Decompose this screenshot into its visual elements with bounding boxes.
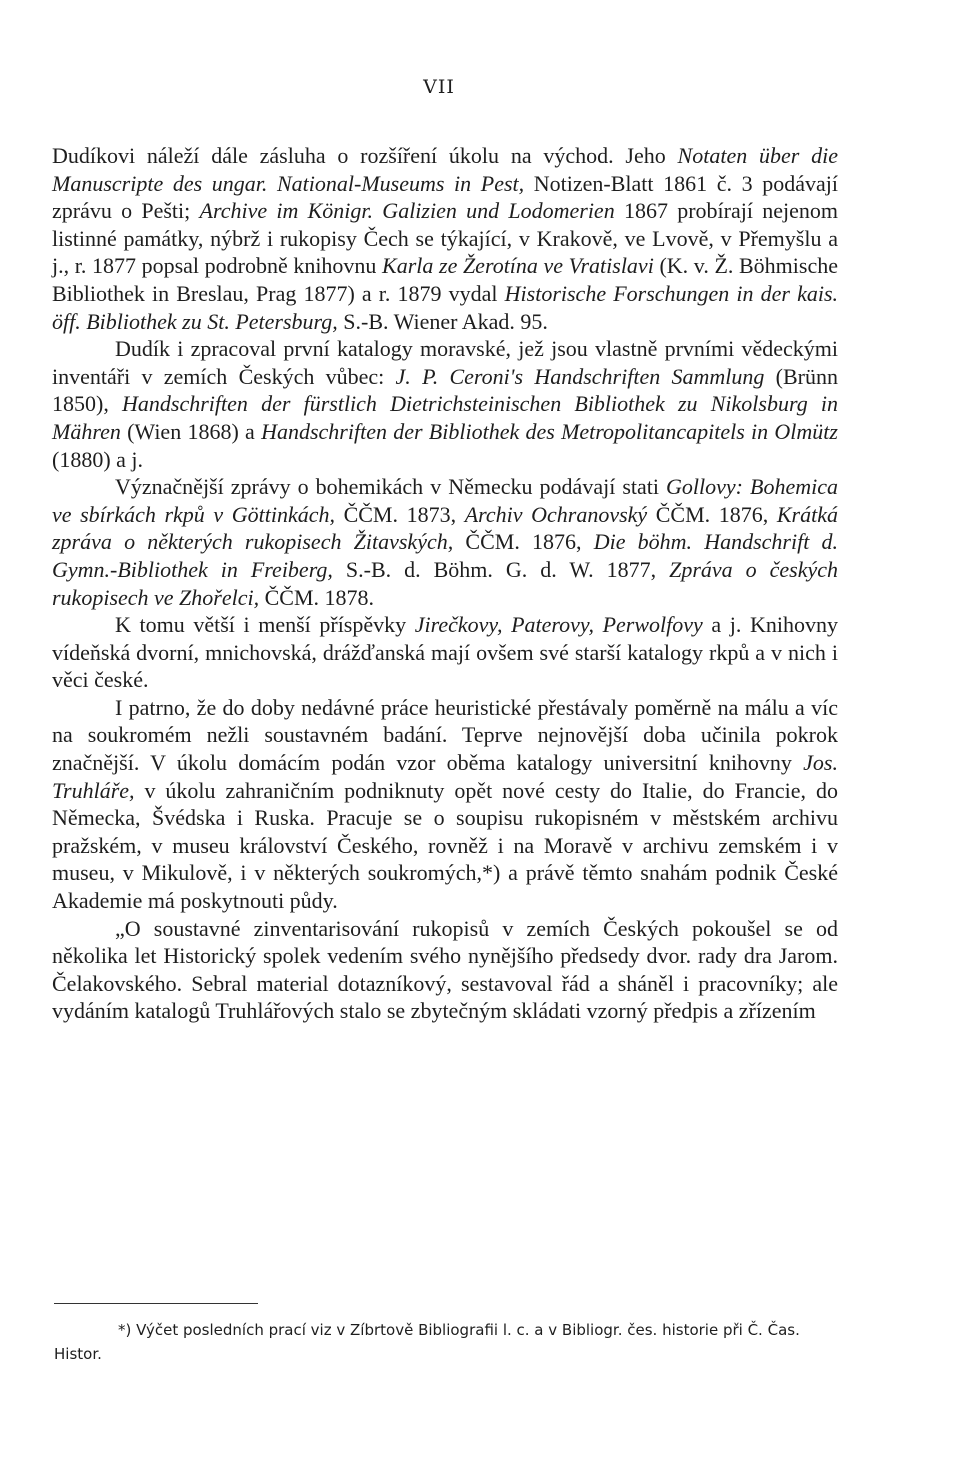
- italic-text-run: Handschriften der Bibliothek des Metropolitancapitels in Olmütz: [261, 418, 838, 444]
- italic-text-run: Zpráva o českých rukopisech ve Zhořelci,: [52, 556, 838, 610]
- italic-text-run: Handschriften der fürstlich Dietrichsteinischen Bibliothek zu Nikolsburg in Mähren: [52, 391, 838, 444]
- paragraph-4: [52, 611, 838, 694]
- text-run: Význačnější zprávy o bohemikách v Německu podávají stati: [115, 474, 667, 500]
- text-run: Dudík i zpracoval první katalogy moravské, jež jsou vlastně prvními vědeckými inventáři v zemích Českých vůbec:: [52, 336, 838, 389]
- text-run: ČČM. 1876,: [453, 529, 594, 555]
- paragraph-2: [52, 335, 838, 473]
- text-run: a j. Knihovny vídeňská dvorní, mnichovská, drážďanská mají ovšem své starší katalogy rkpů a v nich i věci české.: [52, 612, 838, 693]
- italic-text-run: Notaten über die Manuscripte des ungar. National-Museums in Pest,: [52, 143, 838, 196]
- italic-text-run: Krátká zpráva o některých rukopisech Žitavských,: [52, 501, 838, 555]
- italic-text-run: Die böhm. Handschrift d. Gymn.-Bibliothek in Freiberg,: [52, 529, 838, 582]
- text-run: (1880) a j.: [52, 446, 144, 472]
- paragraph-5: [52, 694, 838, 915]
- italic-text-run: Jos. Truhláře,: [52, 750, 838, 803]
- body-text: [52, 142, 838, 1025]
- text-run: S.-B. Wiener Akad. 95.: [337, 308, 548, 334]
- text-run: ČČM. 1873,: [335, 501, 465, 527]
- text-run: K tomu větší i menší příspěvky: [115, 612, 415, 638]
- text-run: I patrno, že do doby nedávné práce heuristické přestávaly poměrně na málu a víc na soukromém nežli soustavném badání. Teprve nejnovější doba učinila pokrok značnější. V úkolu domácím podán vzor oběma katalogy universitní knihovny: [52, 694, 838, 776]
- page-number: VII: [423, 76, 455, 98]
- italic-text-run: Gollovy: Bohemica ve sbírkách rkpů v Göttinkách,: [52, 474, 838, 527]
- paragraph-1: [52, 142, 838, 335]
- paragraph-6: [52, 915, 838, 1025]
- italic-text-run: Archiv Ochranovský: [464, 501, 648, 527]
- text-run: ČČM. 1878.: [259, 584, 375, 610]
- text-run: Notizen-Blatt 1861 č. 3 podávají zprávu o Pešti;: [52, 170, 838, 224]
- paragraph-3: [52, 473, 838, 611]
- text-run: (Wien 1868) a: [120, 418, 262, 444]
- text-run: v úkolu zahraničním podniknuty opět nové cesty do Italie, do Francie, do Německa, Švédska i Ruska. Pracuje se o soupisu rukopisném v městském archivu pražském, v museu království Českého, rovněž i na Moravě v archivu zemském i v museu, v Mikulově, i v některých soukromých,*) a právě těmto snahám podnik České Akademie má poskytnouti půdy.: [52, 777, 838, 914]
- text-run: (Brünn 1850),: [52, 363, 839, 417]
- italic-text-run: Jirečkovy, Paterovy, Perwolfovy: [414, 612, 703, 638]
- text-run: S.-B. d. Böhm. G. d. W. 1877,: [332, 556, 670, 582]
- text-run: (K. v. Ž. Böhmische Bibliothek in Breslau, Prag 1877) a r. 1879 vydal: [52, 253, 838, 306]
- text-run: Dudíkovi náleží dále zásluha o rozšíření úkolu na východ. Jeho: [52, 143, 678, 168]
- italic-text-run: Karla ze Žerotína ve Vratislavi: [382, 253, 654, 279]
- footnote-divider: [54, 1303, 258, 1304]
- text-run: 1867 probírají nejenom listinné památky, nýbrž i rukopisy Čech se týkající, v Krakově, ve Lvově, v Přemyšlu a j., r. 1877 popsal podrobně knihovnu: [52, 198, 838, 279]
- footnote: *) Výčet posledních prací viz v Zíbrtově Bibliografii l. c. a v Bibliogr. čes. historie při Č. Čas. Histor.: [54, 1321, 800, 1363]
- italic-text-run: Archive im Königr. Galizien und Lodomerien: [199, 198, 615, 224]
- italic-text-run: J. P. Ceroni's Handschriften Sammlung: [395, 363, 765, 389]
- text-run: ČČM. 1876,: [647, 501, 777, 527]
- italic-text-run: Historische Forschungen in der kais. öff. Bibliothek zu St. Petersburg,: [52, 280, 839, 334]
- text-run: „O soustavné zinventarisování rukopisů v zemích Českých pokoušel se od několika let Historický spolek vedením svého nynějšího předsedy dvor. rady dra Jarom. Čelakovského. Sebral material dotazníkový, sestavoval řád a sháněl i pracovníky; ale vydáním katalogů Truhlářových stalo se zbytečným skládati vzorný předpis a zřízením: [52, 915, 838, 1024]
